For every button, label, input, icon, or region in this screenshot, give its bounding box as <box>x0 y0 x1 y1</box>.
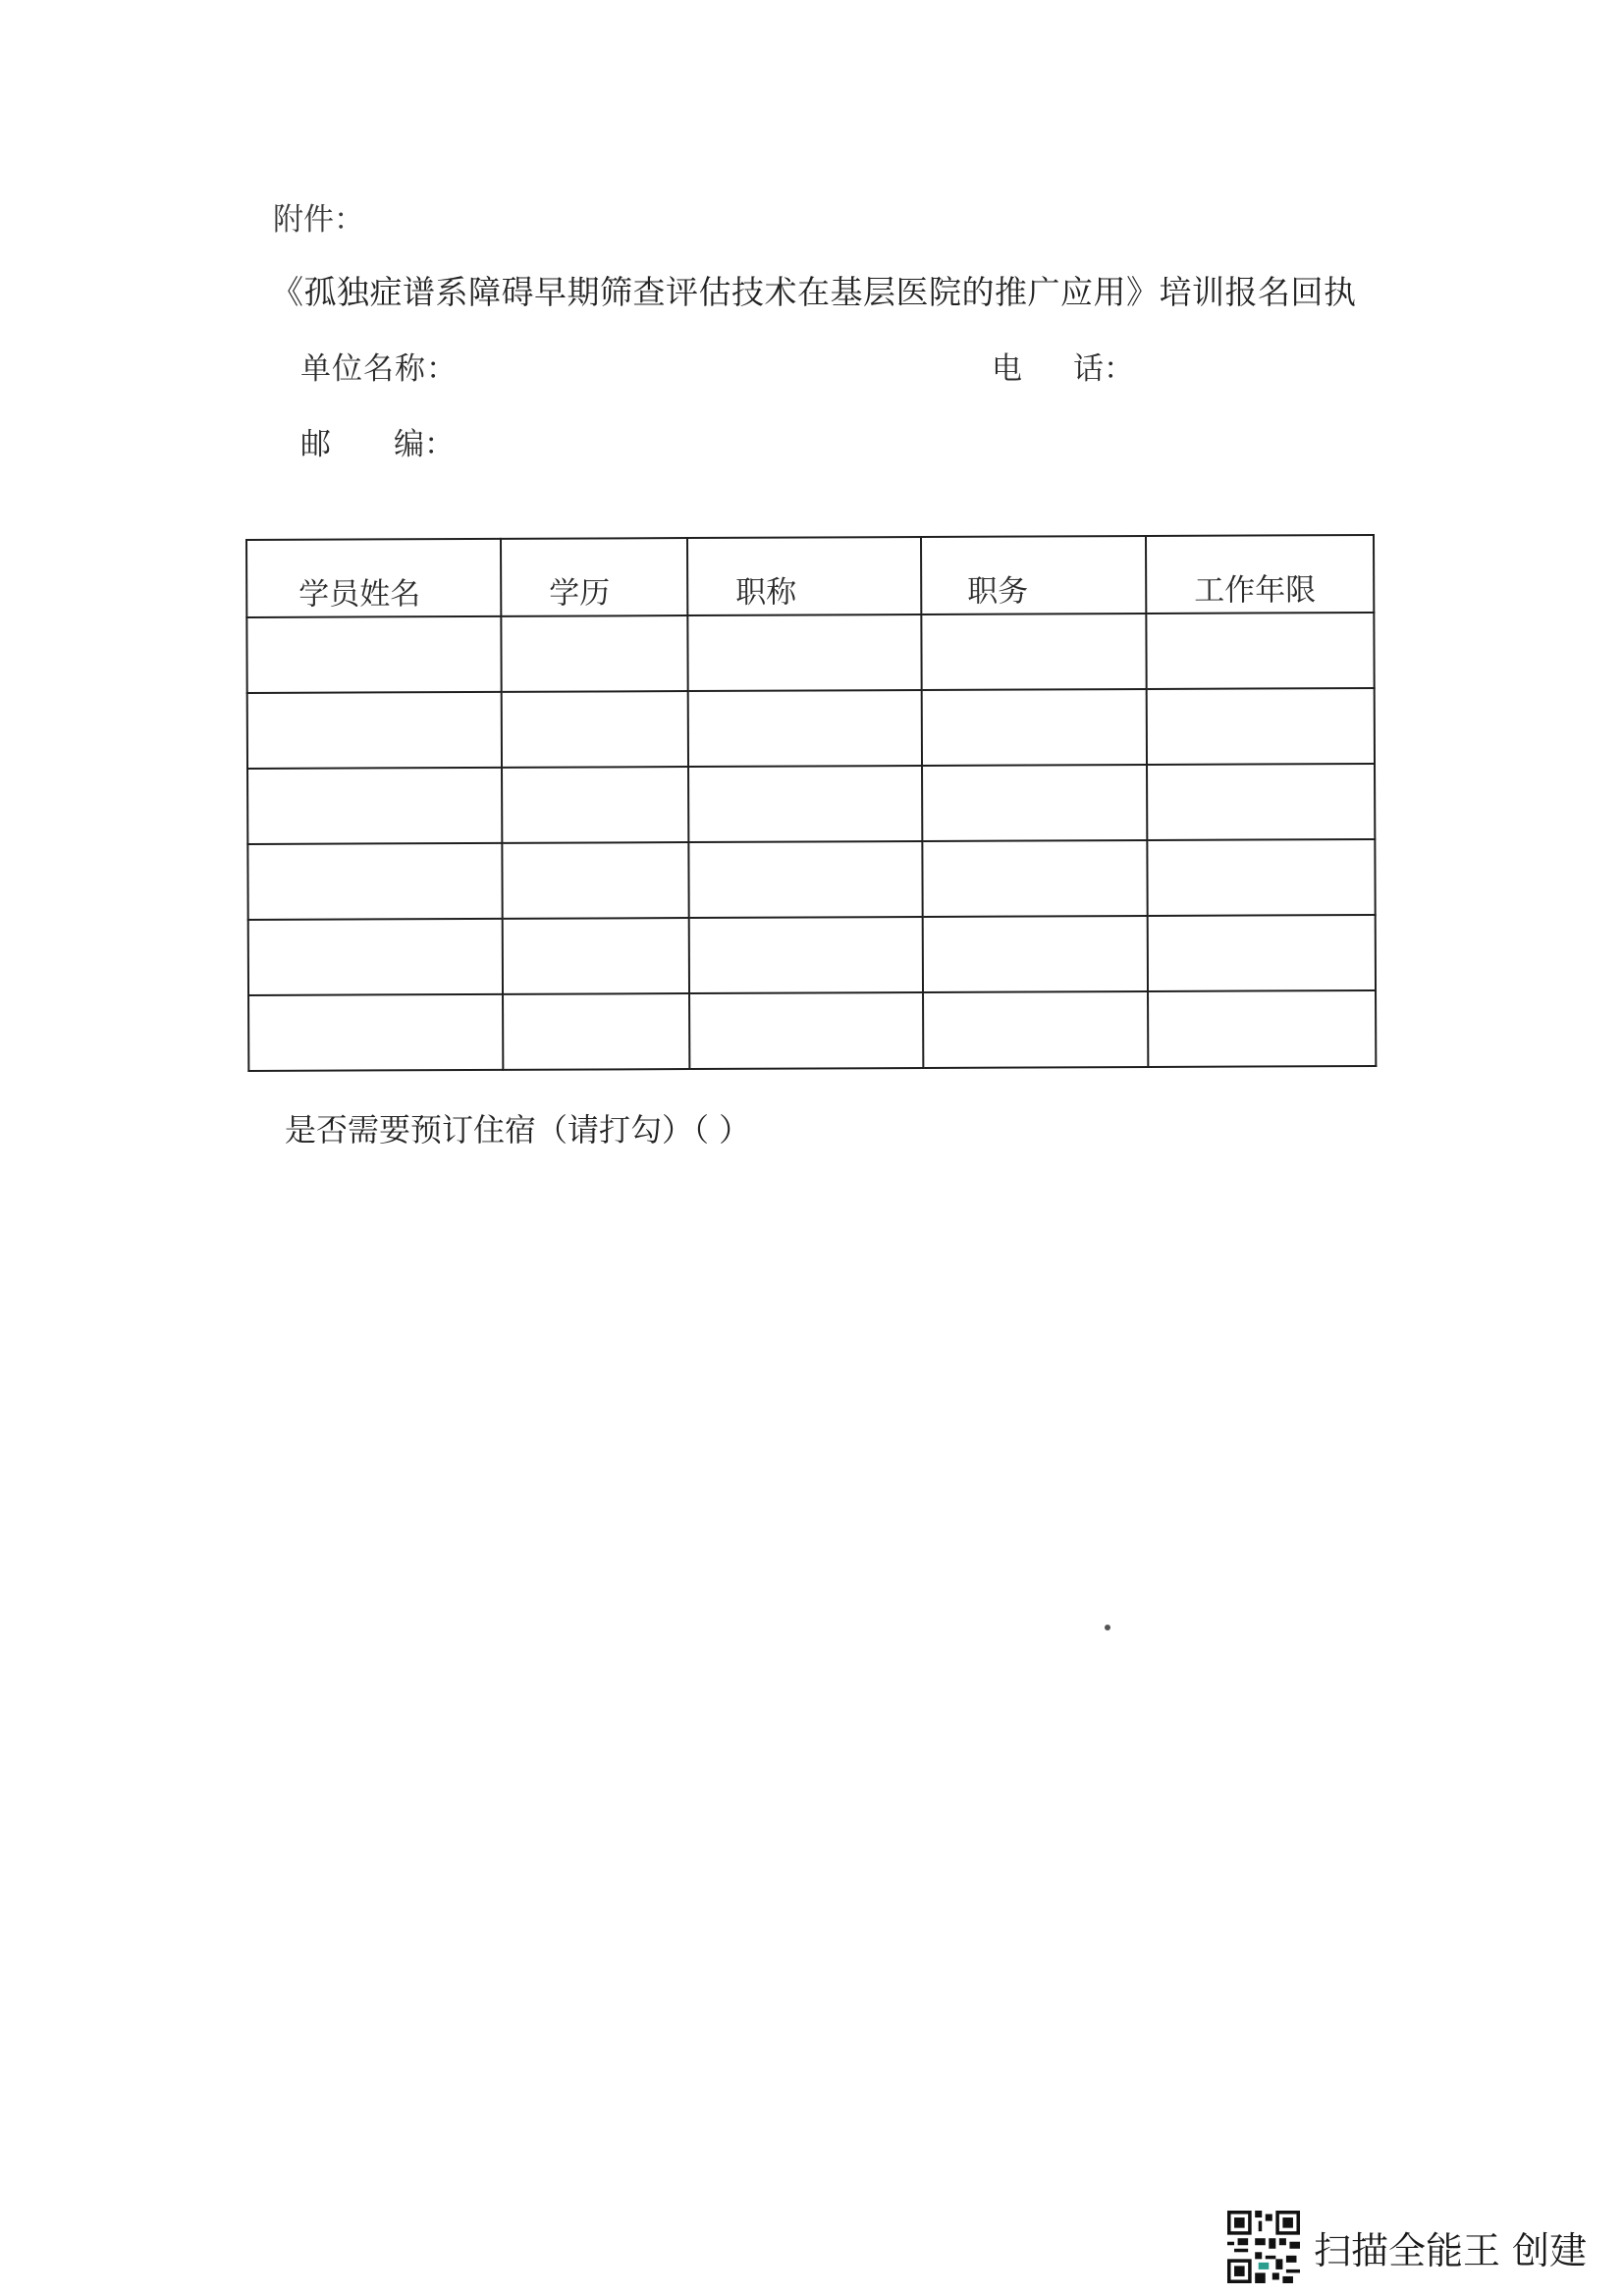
signup-table <box>245 534 1377 1072</box>
table-cell <box>687 614 921 691</box>
table-row <box>247 764 1375 844</box>
table-row <box>248 990 1376 1071</box>
form-title: 《孤独症谱系障碍早期筛查评估技术在基层医院的推广应用》培训报名回执 <box>271 273 1357 311</box>
table-row <box>247 688 1375 769</box>
table-row <box>246 613 1374 693</box>
table-cell <box>688 690 922 767</box>
table-cell <box>247 843 502 920</box>
scanner-watermark <box>1227 2211 1587 2283</box>
table-cell <box>688 841 922 918</box>
table-cell <box>922 765 1147 841</box>
lodging-question: 是否需要预订住宿（请打勾）（ ） <box>285 1111 751 1148</box>
qr-code-icon <box>1227 2211 1300 2283</box>
postcode-label <box>300 419 455 463</box>
table-cell <box>248 994 503 1071</box>
table-cell <box>247 768 502 844</box>
header-student-name: 学员姓名 <box>246 539 501 617</box>
table-cell <box>502 842 688 919</box>
table-row <box>247 839 1375 920</box>
table-cell <box>921 614 1146 690</box>
table-header-row <box>246 535 1374 617</box>
table-cell <box>1147 688 1375 765</box>
table-row <box>248 915 1376 995</box>
header-professional-title: 职称 <box>687 537 921 615</box>
unit-name-label: 单位名称： <box>300 351 458 387</box>
table-cell <box>923 916 1148 992</box>
table-cell <box>248 919 503 995</box>
postcode-label-part1: 邮 <box>300 427 331 462</box>
table-cell <box>502 691 688 768</box>
table-cell <box>1148 915 1376 991</box>
table-cell <box>1148 990 1376 1067</box>
table-cell <box>922 840 1147 917</box>
table-cell <box>688 766 922 842</box>
scan-speck <box>1105 1625 1110 1630</box>
table-cell <box>1146 613 1374 689</box>
header-years-of-work: 工作年限 <box>1146 535 1374 614</box>
table-cell <box>1147 839 1375 916</box>
table-cell <box>689 992 923 1069</box>
table-cell <box>689 917 923 993</box>
table-cell <box>502 767 688 843</box>
watermark-text: 扫描全能王 创建 <box>1314 2228 1588 2272</box>
attachment-label: 附件： <box>273 202 364 238</box>
phone-label <box>992 344 1134 388</box>
table-cell <box>503 993 689 1070</box>
table-cell <box>503 918 689 994</box>
postcode-label-part2: 编： <box>394 427 455 462</box>
header-education: 学历 <box>501 538 687 616</box>
table-cell <box>501 615 687 692</box>
table-cell <box>922 689 1147 766</box>
phone-label-part2: 话： <box>1073 351 1134 387</box>
phone-label-part1: 电 <box>992 351 1022 387</box>
header-position: 职务 <box>921 536 1146 614</box>
table-cell <box>1147 764 1375 840</box>
table-cell <box>246 616 501 693</box>
table-cell <box>247 692 502 769</box>
table-cell <box>923 991 1148 1068</box>
